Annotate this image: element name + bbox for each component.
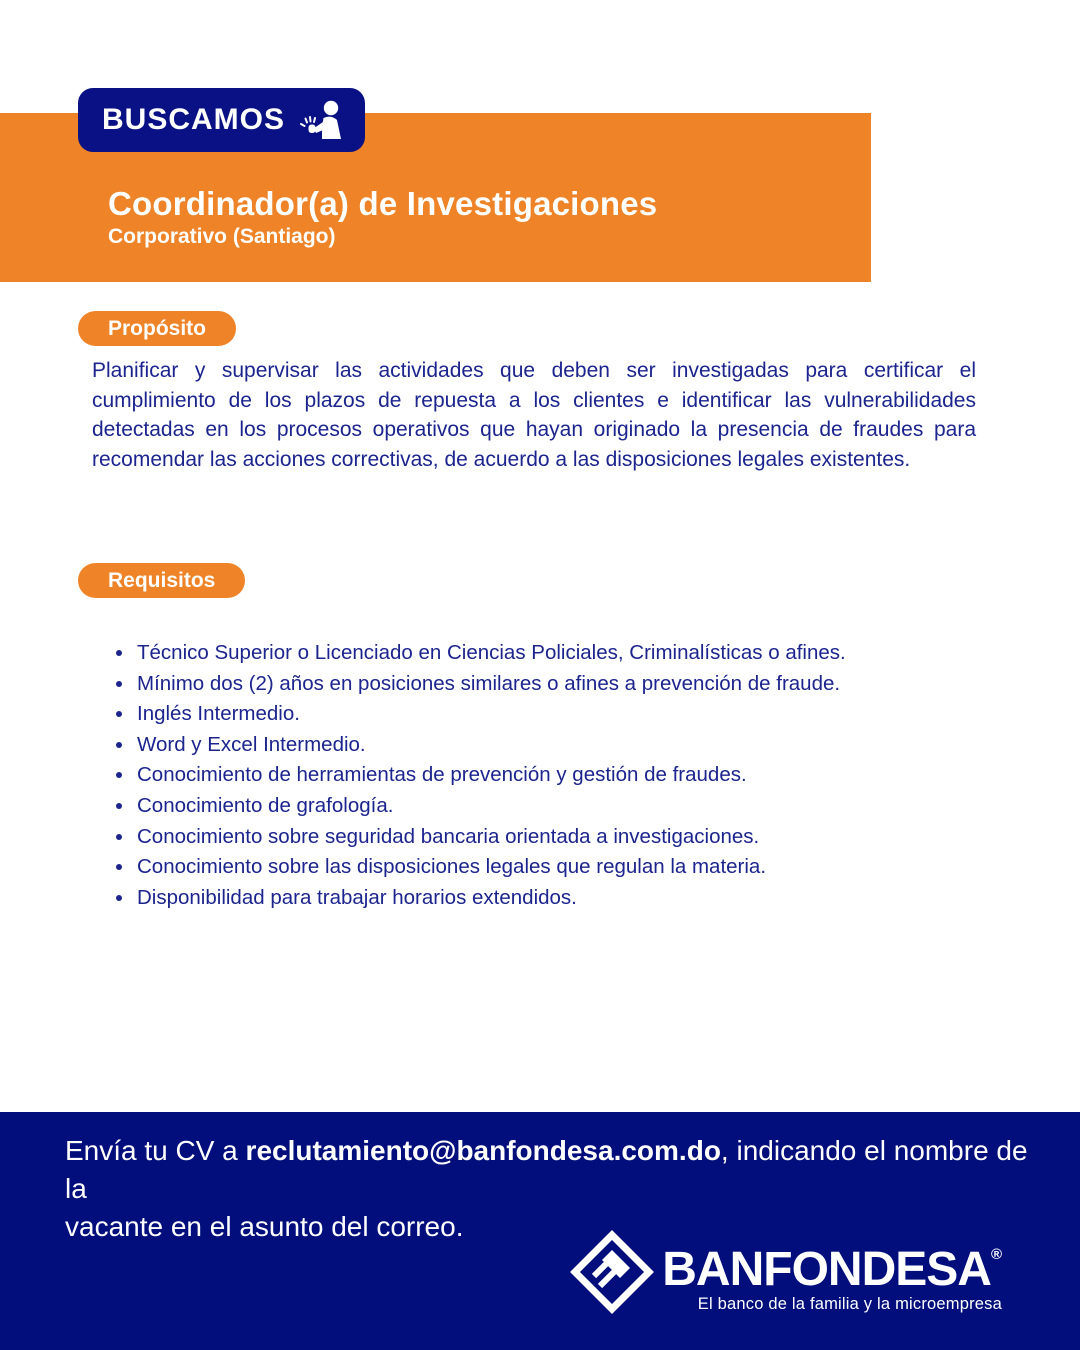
logo-wordmark — [662, 1231, 1002, 1294]
requisito-item — [135, 638, 975, 669]
requisito-item — [135, 699, 975, 730]
logo-text-block — [662, 1231, 1002, 1314]
cv-text-suffix: , indicando el nombre de la — [65, 1135, 1028, 1204]
proposito-pill: Propósito — [78, 311, 236, 346]
cv-instructions — [65, 1132, 1030, 1246]
banfondesa-logo — [570, 1230, 1002, 1314]
cv-text-line2: vacante en el asunto del correo. — [65, 1211, 464, 1242]
footer-banner — [0, 1112, 1080, 1350]
page-title: Coordinador(a) de Investigaciones — [108, 185, 658, 222]
requisito-item-text: Conocimiento sobre las disposiciones legales que regulan la materia. — [137, 855, 767, 879]
requisito-item — [135, 730, 975, 761]
requisito-item-text: Disponibilidad para trabajar horarios extendidos. — [137, 885, 577, 909]
requisitos-list — [135, 638, 975, 913]
requisito-item-text: Conocimiento sobre seguridad bancaria orientada a investigaciones. — [137, 824, 760, 848]
requisito-item — [135, 791, 975, 822]
requisito-item-text: Mínimo dos (2) años en posiciones similares o afines a prevención de fraude. — [137, 671, 841, 695]
logo-name: BANFONDESA — [662, 1242, 991, 1296]
logo-tagline: El banco de la familia y la microempresa — [697, 1294, 1002, 1313]
recruitment-email: reclutamiento@banfondesa.com.do — [245, 1135, 721, 1166]
requisito-item — [135, 669, 975, 700]
banfondesa-diamond-icon — [570, 1230, 654, 1314]
requisito-item — [135, 822, 975, 853]
requisito-item — [135, 760, 975, 791]
person-search-icon — [299, 99, 345, 141]
page-subtitle: Corporativo (Santiago) — [108, 225, 336, 248]
requisitos-pill: Requisitos — [78, 563, 245, 598]
requisito-item — [135, 883, 975, 914]
requisito-item — [135, 852, 975, 883]
requisito-item-text: Word y Excel Intermedio. — [137, 732, 366, 756]
requisito-item-text: Conocimiento de herramientas de prevención y gestión de fraudes. — [137, 763, 747, 787]
requisito-item-text: Conocimiento de grafología. — [137, 793, 394, 817]
registered-mark: ® — [990, 1245, 1002, 1263]
buscamos-badge — [78, 88, 365, 152]
cv-text-prefix: Envía tu CV a — [65, 1135, 246, 1166]
requisito-item-text: Inglés Intermedio. — [137, 702, 300, 726]
proposito-body: Planificar y supervisar las actividades que deben ser investigadas para certificar el cumplimiento de los plazos de repuesta a los clientes e identificar las vulnerabilidades detectadas en los procesos operativos que hayan originado la presencia de fraudes para recomendar las acciones correctivas, de acuerdo a las disposiciones legales existentes. — [92, 359, 976, 471]
requisito-item-text: Técnico Superior o Licenciado en Ciencias Policiales, Criminalísticas o afines. — [137, 641, 846, 664]
buscamos-label: BUSCAMOS — [102, 103, 286, 136]
